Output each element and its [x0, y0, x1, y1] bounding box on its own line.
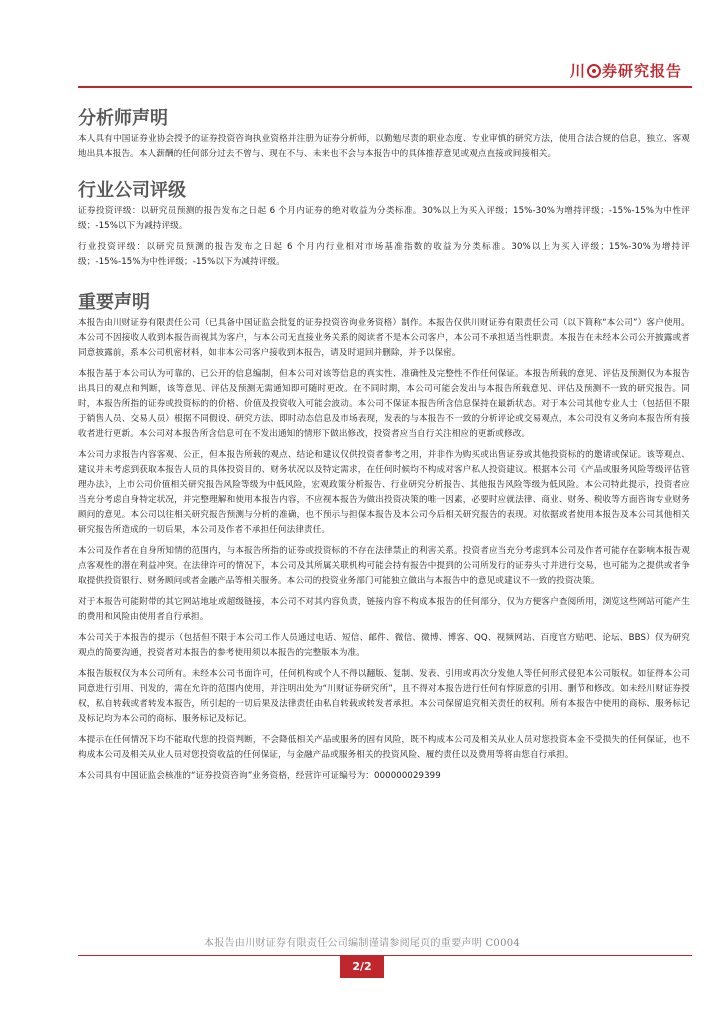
rating-section [78, 180, 690, 270]
stock-rating-text: 证券投资评级：以研究员预测的报告发布之日起 6 个月内证券的绝对收益为分类标准。30%以上为买入评级；15%-30%为增持评级；-15%-15%为中性评级；-15%以下为减持评级。 [78, 206, 690, 231]
brand-emblem-icon [587, 64, 601, 78]
footer-divider [78, 955, 692, 956]
disclaimer-paragraph: 本报告由川财证券有限责任公司（已具备中国证监会批复的证券投资咨询业务资格）制作。本报告仅供川财证券有限责任公司（以下简称“本公司”）客户使用。本公司不因接收人收到本报告而视其为客户，与本公司无直接业务关系的阅读者不是本公司客户，本公司不承担适当性职责。本报告在未经本公司公开披露或者同意披露前，系本公司机密材料，如非本公司客户接收到本报告，请及时退回并删除，并予以保密。 [78, 318, 690, 358]
disclaimer-paragraph: 本公司及作者在自身所知情的范围内，与本报告所指的证券或投资标的不存在法律禁止的利害关系。投资者应当充分考虑到本公司及作者可能存在影响本报告观点客观性的潜在利益冲突。在法律许可的情况下，本公司及其所属关联机构可能会持有报告中提到的公司所发行的证券头寸并进行交易，也可能为之提供或者争取提供投资银行、财务顾问或者金融产品等相关服务。本公司的投资业务部门可能独立做出与本报告中的意见或建议不一致的投资决策。 [78, 546, 690, 586]
disclaimer-paragraph: 本报告基于本公司认为可靠的、已公开的信息编制，但本公司对该等信息的真实性、准确性及完整性不作任何保证。本报告所载的意见、评估及预测仅为本报告出具日的观点和判断，该等意见、评估及预测无需通知即可随时更改。在不同时期，本公司可能会发出与本报告所载意见、评估及预测不一致的研究报告。同时，本报告所指的证券或投资标的的价格、价值及投资收入可能会波动。本公司不保证本报告所含信息保持在最新状态。对于本公司其他专业人士（包括但不限于销售人员、交易人员）根据不同假设、研究方法、即时动态信息及市场表现，发表的与本报告不一致的分析评论或交易观点，本公司没有义务向本报告所有接收者进行更新。本公司对本报告所含信息可在不发出通知的情形下做出修改，投资者应当自行关注相应的更新或修改。 [78, 369, 690, 439]
analyst-statement-title: 分析师声明 [78, 108, 168, 129]
disclaimer-section [78, 292, 690, 784]
disclaimer-paragraph: 本公司力求报告内容客观、公正，但本报告所载的观点、结论和建议仅供投资者参考之用，并非作为购买或出售证券或其他投资标的的邀请或保证。该等观点、建议并未考虑到获取本报告人员的具体投资目的、财务状况以及特定需求，在任何时候均不构成对客户私人投资建议。根据本公司《产品或服务风险等级评估管理办法》，上市公司价值相关研究报告风险等级为中低风险，宏观政策分析报告、行业研究分析报告、其他报告风险等级为低风险。本公司特此提示，投资者应当充分考虑自身特定状况，并完整理解和使用本报告内容，不应视本报告为做出投资决策的唯一因素，必要时应就法律、商业、财务、税收等方面咨询专业财务顾问的意见。本公司以往相关研究报告预测与分析的准确，也不预示与担保本报告及本公司今后相关研究报告的表现。对依据或者使用本报告及本公司其他相关研究报告所造成的一切后果，本公司及作者不承担任何法律责任。 [78, 450, 690, 535]
license-number-text: 本公司具有中国证监会核准的“证券投资咨询”业务资格，经营许可证编号为：000000029399 [78, 771, 441, 781]
brand-name-part1: 川 [569, 62, 586, 80]
disclaimer-paragraph: 本提示在任何情况下均不能取代您的投资判断，不会降低相关产品或服务的固有风险，既不构成本公司及相关从业人员对您投资本金不受损失的任何保证，也不构成本公司及相关从业人员对您投资收益的任何保证，与金融产品或服务相关的投资风险、履约责任以及费用等将由您自行承担。 [78, 735, 690, 760]
footer-note: 本报告由川财证券有限责任公司编制谨请参阅尾页的重要声明 C0004 [203, 938, 521, 949]
disclaimer-paragraph: 本报告版权仅为本公司所有。未经本公司书面许可，任何机构或个人不得以翻版、复制、发表、引用或再次分发他人等任何形式侵犯本公司版权。如征得本公司同意进行引用、刊发的，需在允许的范围内使用，并注明出处为“川财证券研究所”，且不得对本报告进行任何有悖原意的引用、删节和修改。如未经川财证券授权，私自转载或者转发本报告，所引起的一切后果及法律责任由私自转载或转发者承担。本公司保留追究相关责任的权利。所有本报告中使用的商标、服务标记及标记均为本公司的商标、服务标记及标记。 [78, 669, 690, 724]
industry-rating-text: 行业投资评级：以研究员预测的报告发布之日起 6 个月内行业相对市场基准指数的收益为分类标准。30%以上为买入评级；15%-30%为增持评级；-15%-15%为中性评级；-15%以下为减持评级。 [78, 242, 690, 267]
disclaimer-paragraph: 对于本报告可能附带的其它网站地址或超级链接，本公司不对其内容负责，链接内容不构成本报告的任何部分，仅为方便客户查阅所用，浏览这些网站可能产生的费用和风险由使用者自行承担。 [78, 597, 690, 622]
analyst-statement-text: 本人具有中国证券业协会授予的证券投资咨询执业资格并注册为证券分析师，以勤勉尽责的职业态度、专业审慎的研究方法，使用合法合规的信息，独立、客观地出具本报告。本人薪酬的任何部分过去不曾与、现在不与、未来也不会与本报告中的具体推荐意见或观点直接或间接相关。 [78, 134, 690, 159]
rating-title: 行业公司评级 [78, 180, 186, 201]
header-divider [78, 86, 692, 88]
disclaimer-title: 重要声明 [78, 292, 150, 313]
brand-logo-text [570, 60, 682, 81]
page-header [0, 0, 724, 92]
brand-name-part2: 券研究报告 [601, 62, 682, 80]
disclaimer-paragraph: 本公司关于本报告的提示（包括但不限于本公司工作人员通过电话、短信、邮件、微信、微博、博客、QQ、视频网站、百度官方贴吧、论坛、BBS）仅为研究观点的简要沟通，投资者对本报告的参考使用须以本报告的完整版本为准。 [78, 633, 690, 658]
page-number: 2/2 [340, 956, 384, 978]
analyst-statement-section [78, 108, 690, 162]
main-content [78, 108, 690, 784]
